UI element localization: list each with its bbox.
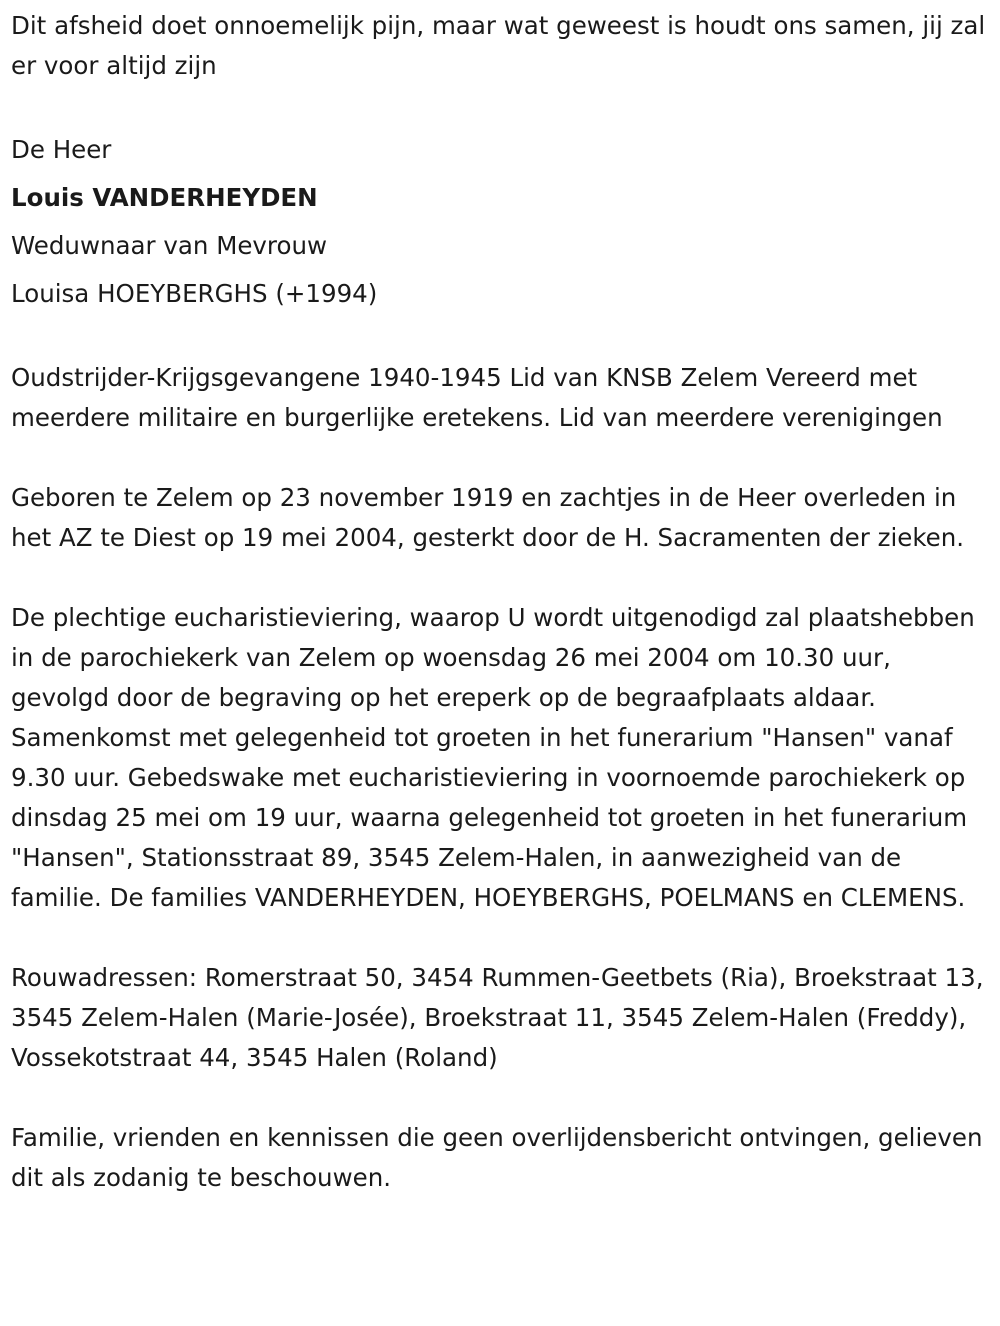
addresses-paragraph: Rouwadressen: Romerstraat 50, 3454 Rummen-Geetbets (Ria), Broekstraat 13, 3545 Zelem-Halen (Marie-Josée), Broekstraat 11, 3545 Zelem-Halen (Freddy), Vossekotstraat 44, 3545 Halen (Roland) xyxy=(11,963,984,1072)
honors-paragraph: Oudstrijder-Krijgsgevangene 1940-1945 Lid van KNSB Zelem Vereerd met meerdere militaire en burgerlijke eretekens. Lid van meerdere verenigingen xyxy=(11,363,943,432)
salutation: De Heer xyxy=(11,135,112,164)
spouse-name: Louisa HOEYBERGHS (+1994) xyxy=(11,279,378,308)
spacer xyxy=(11,318,990,358)
spacer xyxy=(11,1078,990,1118)
opening-quote: Dit afsheid doet onnoemelijk pijn, maar wat geweest is houdt ons samen, jij zal er voor altijd zijn xyxy=(11,11,986,80)
birth-death-paragraph: Geboren te Zelem op 23 november 1919 en zachtjes in de Heer overleden in het AZ te Diest op 19 mei 2004, gesterkt door de H. Sacramenten der zieken. xyxy=(11,483,965,552)
widower-line: Weduwnaar van Mevrouw xyxy=(11,231,328,260)
spacer xyxy=(11,86,990,126)
deceased-name: Louis VANDERHEYDEN xyxy=(11,183,318,212)
spacer xyxy=(11,918,990,958)
ceremony-paragraph: De plechtige eucharistieviering, waarop U wordt uitgenodigd zal plaatshebben in de parochiekerk van Zelem op woensdag 26 mei 2004 om 10.30 uur, gevolgd door de begraving op het ereperk op de begraafplaats aldaar. Samenkomst met gelegenheid tot groeten in het funerarium "Hansen" vanaf 9.30 uur. Gebedswake met eucharistieviering in voornoemde parochiekerk op dinsdag 25 mei om 19 uur, waarna gelegenheid tot groeten in het funerarium "Hansen", Stationsstraat 89, 3545 Zelem-Halen, in aanwezigheid van de familie. De families VANDERHEYDEN, HOEYBERGHS, POELMANS en CLEMENS. xyxy=(11,603,975,912)
spacer xyxy=(11,558,990,598)
spacer xyxy=(11,438,990,478)
closing-paragraph: Familie, vrienden en kennissen die geen overlijdensbericht ontvingen, gelieven dit als zodanig te beschouwen. xyxy=(11,1123,983,1192)
